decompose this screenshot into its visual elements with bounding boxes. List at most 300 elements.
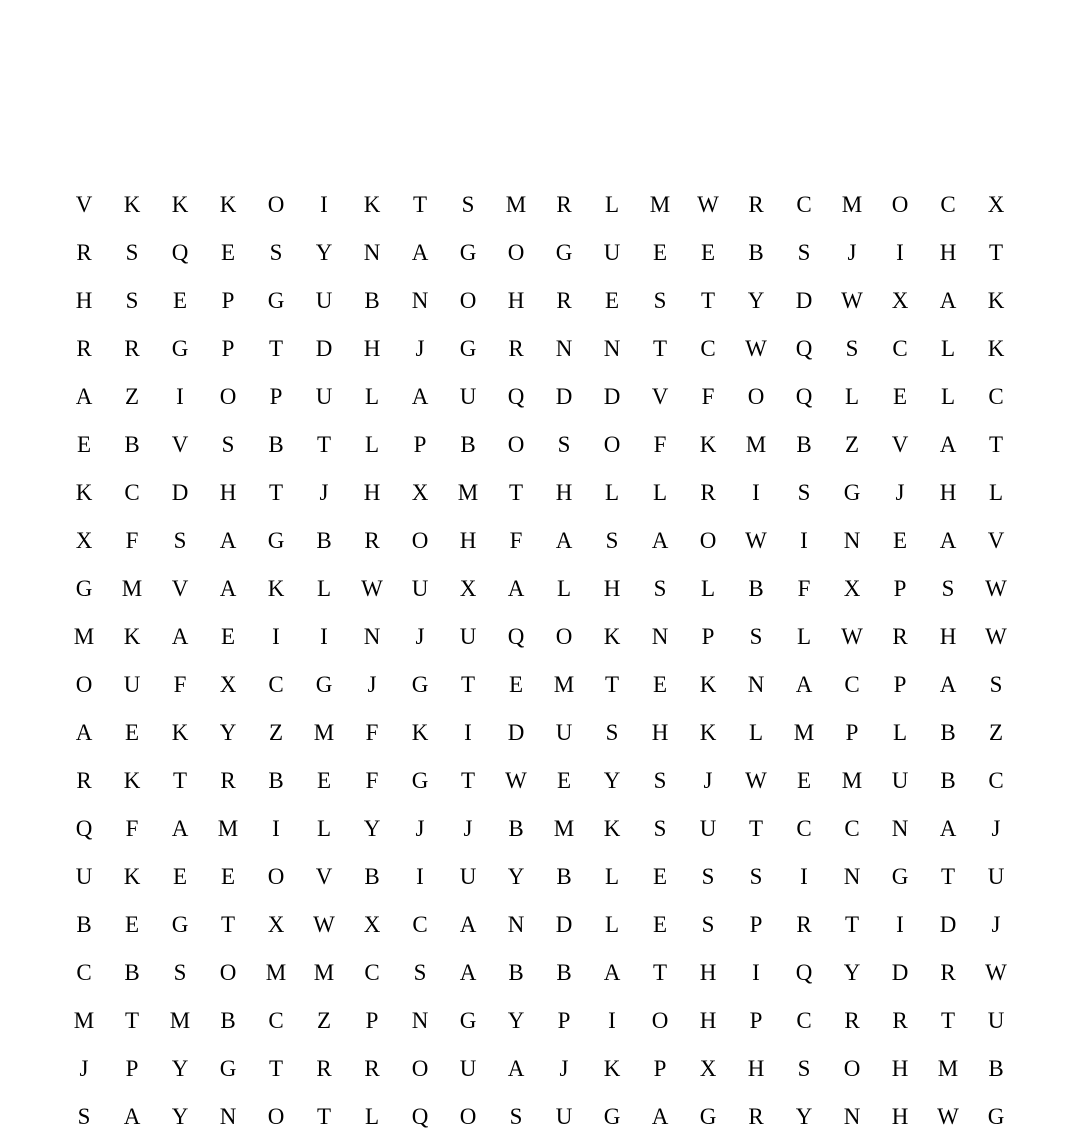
grid-cell[interactable]: X: [219, 671, 237, 697]
grid-cell[interactable]: E: [652, 863, 668, 889]
grid-cell[interactable]: N: [219, 1103, 237, 1129]
grid-cell[interactable]: U: [891, 767, 909, 793]
grid-cell[interactable]: A: [939, 431, 957, 457]
grid-cell[interactable]: O: [219, 959, 237, 985]
grid-cell[interactable]: L: [604, 479, 620, 505]
grid-cell[interactable]: S: [605, 527, 619, 553]
grid-cell[interactable]: L: [796, 623, 812, 649]
grid-cell[interactable]: E: [124, 911, 140, 937]
grid-cell[interactable]: O: [411, 1055, 429, 1081]
grid-cell[interactable]: N: [843, 1103, 861, 1129]
grid-cell[interactable]: G: [459, 239, 477, 265]
grid-cell[interactable]: X: [699, 1055, 717, 1081]
grid-cell[interactable]: D: [891, 959, 909, 985]
grid-cell[interactable]: D: [507, 719, 525, 745]
grid-cell[interactable]: W: [697, 191, 719, 217]
grid-cell[interactable]: T: [508, 479, 524, 505]
grid-cell[interactable]: R: [892, 623, 908, 649]
grid-cell[interactable]: F: [365, 767, 379, 793]
grid-cell[interactable]: B: [940, 719, 956, 745]
grid-cell[interactable]: E: [124, 719, 140, 745]
grid-cell[interactable]: I: [800, 527, 808, 553]
grid-cell[interactable]: G: [171, 335, 189, 361]
grid-cell[interactable]: Q: [795, 383, 813, 409]
grid-cell[interactable]: A: [75, 383, 93, 409]
grid-cell[interactable]: T: [316, 1103, 332, 1129]
grid-cell[interactable]: B: [124, 959, 140, 985]
grid-cell[interactable]: J: [415, 335, 425, 361]
grid-cell[interactable]: E: [652, 911, 668, 937]
grid-cell[interactable]: C: [892, 335, 908, 361]
grid-cell[interactable]: S: [221, 431, 235, 457]
grid-cell[interactable]: B: [796, 431, 812, 457]
grid-cell[interactable]: R: [700, 479, 716, 505]
grid-cell[interactable]: B: [268, 431, 284, 457]
grid-cell[interactable]: B: [460, 431, 476, 457]
grid-cell[interactable]: C: [940, 191, 956, 217]
grid-cell[interactable]: F: [797, 575, 811, 601]
grid-cell[interactable]: Y: [795, 1103, 813, 1129]
grid-cell[interactable]: W: [745, 335, 767, 361]
grid-cell[interactable]: R: [220, 767, 236, 793]
grid-cell[interactable]: L: [604, 863, 620, 889]
grid-cell[interactable]: G: [315, 671, 333, 697]
grid-cell[interactable]: W: [985, 623, 1007, 649]
grid-cell[interactable]: A: [651, 527, 669, 553]
grid-cell[interactable]: T: [988, 431, 1004, 457]
grid-cell[interactable]: Z: [988, 719, 1004, 745]
grid-cell[interactable]: E: [220, 863, 236, 889]
grid-cell[interactable]: S: [797, 479, 811, 505]
grid-cell[interactable]: F: [125, 815, 139, 841]
grid-cell[interactable]: S: [989, 671, 1003, 697]
grid-cell[interactable]: A: [75, 719, 93, 745]
grid-cell[interactable]: Q: [507, 383, 525, 409]
grid-cell[interactable]: M: [457, 479, 479, 505]
grid-cell[interactable]: T: [988, 239, 1004, 265]
grid-cell[interactable]: W: [937, 1103, 959, 1129]
grid-cell[interactable]: E: [220, 623, 236, 649]
grid-cell[interactable]: C: [268, 1007, 284, 1033]
grid-cell[interactable]: G: [219, 1055, 237, 1081]
grid-cell[interactable]: J: [847, 239, 857, 265]
grid-cell[interactable]: G: [75, 575, 93, 601]
grid-cell[interactable]: X: [411, 479, 429, 505]
grid-cell[interactable]: S: [509, 1103, 523, 1129]
grid-cell[interactable]: S: [605, 719, 619, 745]
grid-cell[interactable]: O: [459, 287, 477, 313]
grid-cell[interactable]: R: [316, 1055, 332, 1081]
grid-cell[interactable]: P: [893, 575, 907, 601]
grid-cell[interactable]: M: [841, 191, 863, 217]
grid-cell[interactable]: A: [795, 671, 813, 697]
grid-cell[interactable]: E: [700, 239, 716, 265]
grid-cell[interactable]: D: [171, 479, 189, 505]
grid-cell[interactable]: B: [556, 959, 572, 985]
grid-cell[interactable]: A: [219, 575, 237, 601]
grid-cell[interactable]: M: [313, 959, 335, 985]
grid-cell[interactable]: K: [123, 767, 141, 793]
grid-cell[interactable]: K: [123, 623, 141, 649]
grid-cell[interactable]: T: [268, 479, 284, 505]
grid-cell[interactable]: A: [459, 911, 477, 937]
grid-cell[interactable]: L: [844, 383, 860, 409]
grid-cell[interactable]: E: [892, 383, 908, 409]
grid-cell[interactable]: Q: [75, 815, 93, 841]
grid-cell[interactable]: X: [75, 527, 93, 553]
grid-cell[interactable]: L: [940, 335, 956, 361]
grid-cell[interactable]: I: [752, 479, 760, 505]
grid-cell[interactable]: A: [939, 527, 957, 553]
grid-cell[interactable]: S: [77, 1103, 91, 1129]
grid-cell[interactable]: U: [987, 863, 1005, 889]
grid-cell[interactable]: L: [364, 431, 380, 457]
grid-cell[interactable]: D: [795, 287, 813, 313]
grid-cell[interactable]: Y: [219, 719, 237, 745]
grid-cell[interactable]: X: [459, 575, 477, 601]
grid-cell[interactable]: N: [843, 527, 861, 553]
grid-cell[interactable]: N: [747, 671, 765, 697]
grid-cell[interactable]: X: [843, 575, 861, 601]
grid-cell[interactable]: N: [603, 335, 621, 361]
grid-cell[interactable]: U: [459, 383, 477, 409]
grid-cell[interactable]: T: [652, 959, 668, 985]
grid-cell[interactable]: H: [939, 239, 957, 265]
grid-cell[interactable]: S: [461, 191, 475, 217]
grid-cell[interactable]: J: [79, 1055, 89, 1081]
grid-cell[interactable]: S: [749, 623, 763, 649]
grid-cell[interactable]: H: [459, 527, 477, 553]
grid-cell[interactable]: H: [699, 1007, 717, 1033]
grid-cell[interactable]: V: [891, 431, 909, 457]
grid-cell[interactable]: K: [603, 1055, 621, 1081]
grid-cell[interactable]: T: [748, 815, 764, 841]
grid-cell[interactable]: F: [125, 527, 139, 553]
grid-cell[interactable]: J: [415, 815, 425, 841]
grid-cell[interactable]: B: [364, 863, 380, 889]
grid-cell[interactable]: T: [412, 191, 428, 217]
grid-cell[interactable]: A: [939, 671, 957, 697]
grid-cell[interactable]: H: [939, 623, 957, 649]
grid-cell[interactable]: O: [75, 671, 93, 697]
grid-cell[interactable]: B: [508, 959, 524, 985]
grid-cell[interactable]: J: [415, 623, 425, 649]
grid-cell[interactable]: K: [75, 479, 93, 505]
grid-cell[interactable]: S: [701, 863, 715, 889]
grid-cell[interactable]: W: [745, 767, 767, 793]
grid-cell[interactable]: M: [169, 1007, 191, 1033]
grid-cell[interactable]: K: [363, 191, 381, 217]
grid-cell[interactable]: S: [797, 1055, 811, 1081]
grid-cell[interactable]: R: [76, 767, 92, 793]
grid-cell[interactable]: O: [459, 1103, 477, 1129]
grid-cell[interactable]: L: [316, 815, 332, 841]
grid-cell[interactable]: O: [699, 527, 717, 553]
grid-cell[interactable]: W: [841, 287, 863, 313]
grid-cell[interactable]: O: [507, 431, 525, 457]
grid-cell[interactable]: U: [987, 1007, 1005, 1033]
grid-cell[interactable]: Y: [171, 1055, 189, 1081]
grid-cell[interactable]: O: [411, 527, 429, 553]
grid-cell[interactable]: S: [269, 239, 283, 265]
grid-cell[interactable]: N: [843, 863, 861, 889]
grid-cell[interactable]: D: [939, 911, 957, 937]
grid-cell[interactable]: K: [219, 191, 237, 217]
grid-cell[interactable]: C: [844, 815, 860, 841]
grid-cell[interactable]: L: [748, 719, 764, 745]
grid-cell[interactable]: S: [701, 911, 715, 937]
grid-cell[interactable]: O: [267, 1103, 285, 1129]
grid-cell[interactable]: R: [556, 287, 572, 313]
grid-cell[interactable]: K: [699, 431, 717, 457]
grid-cell[interactable]: Y: [843, 959, 861, 985]
grid-cell[interactable]: G: [459, 1007, 477, 1033]
grid-cell[interactable]: N: [891, 815, 909, 841]
grid-cell[interactable]: M: [313, 719, 335, 745]
grid-cell[interactable]: Y: [507, 1007, 525, 1033]
grid-cell[interactable]: T: [220, 911, 236, 937]
grid-cell[interactable]: U: [699, 815, 717, 841]
grid-cell[interactable]: I: [176, 383, 184, 409]
grid-cell[interactable]: E: [172, 287, 188, 313]
grid-cell[interactable]: U: [459, 623, 477, 649]
grid-cell[interactable]: A: [411, 239, 429, 265]
grid-cell[interactable]: E: [316, 767, 332, 793]
grid-cell[interactable]: T: [700, 287, 716, 313]
grid-cell[interactable]: B: [940, 767, 956, 793]
grid-cell[interactable]: A: [603, 959, 621, 985]
grid-cell[interactable]: J: [319, 479, 329, 505]
grid-cell[interactable]: T: [604, 671, 620, 697]
grid-cell[interactable]: R: [940, 959, 956, 985]
grid-cell[interactable]: S: [413, 959, 427, 985]
grid-cell[interactable]: P: [413, 431, 427, 457]
grid-cell[interactable]: H: [363, 479, 381, 505]
grid-cell[interactable]: A: [939, 287, 957, 313]
grid-cell[interactable]: Y: [507, 863, 525, 889]
grid-cell[interactable]: F: [509, 527, 523, 553]
grid-cell[interactable]: T: [940, 863, 956, 889]
grid-cell[interactable]: K: [603, 815, 621, 841]
grid-cell[interactable]: E: [652, 239, 668, 265]
grid-cell[interactable]: S: [653, 575, 667, 601]
grid-cell[interactable]: A: [219, 527, 237, 553]
grid-cell[interactable]: G: [699, 1103, 717, 1129]
grid-cell[interactable]: J: [991, 911, 1001, 937]
grid-cell[interactable]: W: [361, 575, 383, 601]
grid-cell[interactable]: L: [364, 383, 380, 409]
grid-cell[interactable]: E: [892, 527, 908, 553]
grid-cell[interactable]: B: [988, 1055, 1004, 1081]
grid-cell[interactable]: C: [988, 383, 1004, 409]
grid-cell[interactable]: I: [800, 863, 808, 889]
grid-cell[interactable]: K: [123, 191, 141, 217]
grid-cell[interactable]: H: [219, 479, 237, 505]
grid-cell[interactable]: Q: [171, 239, 189, 265]
grid-cell[interactable]: I: [272, 623, 280, 649]
grid-cell[interactable]: C: [268, 671, 284, 697]
grid-cell[interactable]: F: [701, 383, 715, 409]
grid-cell[interactable]: U: [411, 575, 429, 601]
grid-cell[interactable]: B: [220, 1007, 236, 1033]
grid-cell[interactable]: T: [268, 1055, 284, 1081]
grid-cell[interactable]: P: [749, 1007, 763, 1033]
grid-cell[interactable]: I: [608, 1007, 616, 1033]
grid-cell[interactable]: G: [411, 671, 429, 697]
grid-cell[interactable]: M: [793, 719, 815, 745]
grid-cell[interactable]: Z: [124, 383, 140, 409]
grid-cell[interactable]: B: [124, 431, 140, 457]
grid-cell[interactable]: S: [125, 287, 139, 313]
grid-cell[interactable]: R: [76, 239, 92, 265]
grid-cell[interactable]: G: [267, 527, 285, 553]
grid-cell[interactable]: G: [843, 479, 861, 505]
grid-cell[interactable]: I: [752, 959, 760, 985]
grid-cell[interactable]: U: [603, 239, 621, 265]
grid-cell[interactable]: U: [123, 671, 141, 697]
grid-cell[interactable]: M: [505, 191, 527, 217]
grid-cell[interactable]: R: [556, 191, 572, 217]
grid-cell[interactable]: G: [603, 1103, 621, 1129]
grid-cell[interactable]: U: [555, 1103, 573, 1129]
grid-cell[interactable]: K: [267, 575, 285, 601]
grid-cell[interactable]: A: [939, 815, 957, 841]
grid-cell[interactable]: U: [459, 863, 477, 889]
grid-cell[interactable]: F: [365, 719, 379, 745]
grid-cell[interactable]: J: [367, 671, 377, 697]
grid-cell[interactable]: H: [75, 287, 93, 313]
grid-cell[interactable]: M: [553, 815, 575, 841]
grid-cell[interactable]: G: [171, 911, 189, 937]
grid-cell[interactable]: Y: [315, 239, 333, 265]
grid-cell[interactable]: U: [315, 383, 333, 409]
grid-cell[interactable]: M: [73, 623, 95, 649]
grid-cell[interactable]: R: [748, 191, 764, 217]
grid-cell[interactable]: T: [316, 431, 332, 457]
grid-cell[interactable]: S: [173, 527, 187, 553]
grid-cell[interactable]: K: [411, 719, 429, 745]
grid-cell[interactable]: V: [75, 191, 93, 217]
grid-cell[interactable]: T: [124, 1007, 140, 1033]
grid-cell[interactable]: Q: [795, 335, 813, 361]
grid-cell[interactable]: A: [651, 1103, 669, 1129]
grid-cell[interactable]: X: [267, 911, 285, 937]
grid-cell[interactable]: N: [363, 239, 381, 265]
grid-cell[interactable]: I: [320, 623, 328, 649]
grid-cell[interactable]: P: [221, 335, 235, 361]
grid-cell[interactable]: V: [987, 527, 1005, 553]
grid-cell[interactable]: H: [507, 287, 525, 313]
grid-cell[interactable]: J: [895, 479, 905, 505]
grid-cell[interactable]: S: [653, 815, 667, 841]
grid-cell[interactable]: S: [797, 239, 811, 265]
grid-cell[interactable]: L: [700, 575, 716, 601]
grid-cell[interactable]: D: [555, 383, 573, 409]
grid-cell[interactable]: P: [701, 623, 715, 649]
grid-cell[interactable]: Y: [363, 815, 381, 841]
grid-cell[interactable]: L: [988, 479, 1004, 505]
grid-cell[interactable]: B: [268, 767, 284, 793]
grid-cell[interactable]: E: [508, 671, 524, 697]
grid-cell[interactable]: X: [987, 191, 1005, 217]
grid-cell[interactable]: Y: [171, 1103, 189, 1129]
grid-cell[interactable]: H: [747, 1055, 765, 1081]
grid-cell[interactable]: W: [313, 911, 335, 937]
grid-cell[interactable]: R: [508, 335, 524, 361]
grid-cell[interactable]: H: [651, 719, 669, 745]
grid-cell[interactable]: N: [555, 335, 573, 361]
grid-cell[interactable]: N: [507, 911, 525, 937]
grid-cell[interactable]: M: [265, 959, 287, 985]
grid-cell[interactable]: H: [555, 479, 573, 505]
grid-cell[interactable]: C: [412, 911, 428, 937]
grid-cell[interactable]: A: [123, 1103, 141, 1129]
grid-cell[interactable]: G: [555, 239, 573, 265]
grid-cell[interactable]: M: [553, 671, 575, 697]
grid-cell[interactable]: G: [411, 767, 429, 793]
grid-cell[interactable]: R: [124, 335, 140, 361]
grid-cell[interactable]: S: [125, 239, 139, 265]
grid-cell[interactable]: P: [221, 287, 235, 313]
grid-cell[interactable]: W: [841, 623, 863, 649]
grid-cell[interactable]: L: [652, 479, 668, 505]
grid-cell[interactable]: T: [460, 767, 476, 793]
grid-cell[interactable]: I: [272, 815, 280, 841]
grid-cell[interactable]: B: [748, 239, 764, 265]
grid-cell[interactable]: R: [844, 1007, 860, 1033]
grid-cell[interactable]: P: [269, 383, 283, 409]
grid-cell[interactable]: H: [891, 1103, 909, 1129]
grid-cell[interactable]: U: [315, 287, 333, 313]
grid-cell[interactable]: E: [796, 767, 812, 793]
grid-cell[interactable]: L: [364, 1103, 380, 1129]
grid-cell[interactable]: W: [985, 959, 1007, 985]
grid-cell[interactable]: M: [649, 191, 671, 217]
grid-cell[interactable]: G: [987, 1103, 1005, 1129]
grid-cell[interactable]: H: [939, 479, 957, 505]
grid-cell[interactable]: J: [703, 767, 713, 793]
grid-cell[interactable]: U: [555, 719, 573, 745]
grid-cell[interactable]: W: [985, 575, 1007, 601]
grid-cell[interactable]: R: [364, 1055, 380, 1081]
grid-cell[interactable]: T: [460, 671, 476, 697]
grid-cell[interactable]: Z: [316, 1007, 332, 1033]
grid-cell[interactable]: R: [796, 911, 812, 937]
grid-cell[interactable]: P: [845, 719, 859, 745]
grid-cell[interactable]: J: [463, 815, 473, 841]
grid-cell[interactable]: V: [171, 431, 189, 457]
grid-cell[interactable]: A: [411, 383, 429, 409]
grid-cell[interactable]: Z: [844, 431, 860, 457]
grid-cell[interactable]: K: [987, 287, 1005, 313]
grid-cell[interactable]: S: [941, 575, 955, 601]
grid-cell[interactable]: R: [748, 1103, 764, 1129]
grid-cell[interactable]: L: [316, 575, 332, 601]
grid-cell[interactable]: A: [171, 623, 189, 649]
grid-cell[interactable]: K: [171, 191, 189, 217]
grid-cell[interactable]: H: [891, 1055, 909, 1081]
grid-cell[interactable]: X: [363, 911, 381, 937]
grid-cell[interactable]: L: [940, 383, 956, 409]
grid-cell[interactable]: T: [652, 335, 668, 361]
grid-cell[interactable]: Q: [507, 623, 525, 649]
grid-cell[interactable]: D: [555, 911, 573, 937]
grid-cell[interactable]: S: [653, 767, 667, 793]
grid-cell[interactable]: E: [556, 767, 572, 793]
grid-cell[interactable]: N: [411, 287, 429, 313]
grid-cell[interactable]: I: [896, 239, 904, 265]
grid-cell[interactable]: N: [363, 623, 381, 649]
